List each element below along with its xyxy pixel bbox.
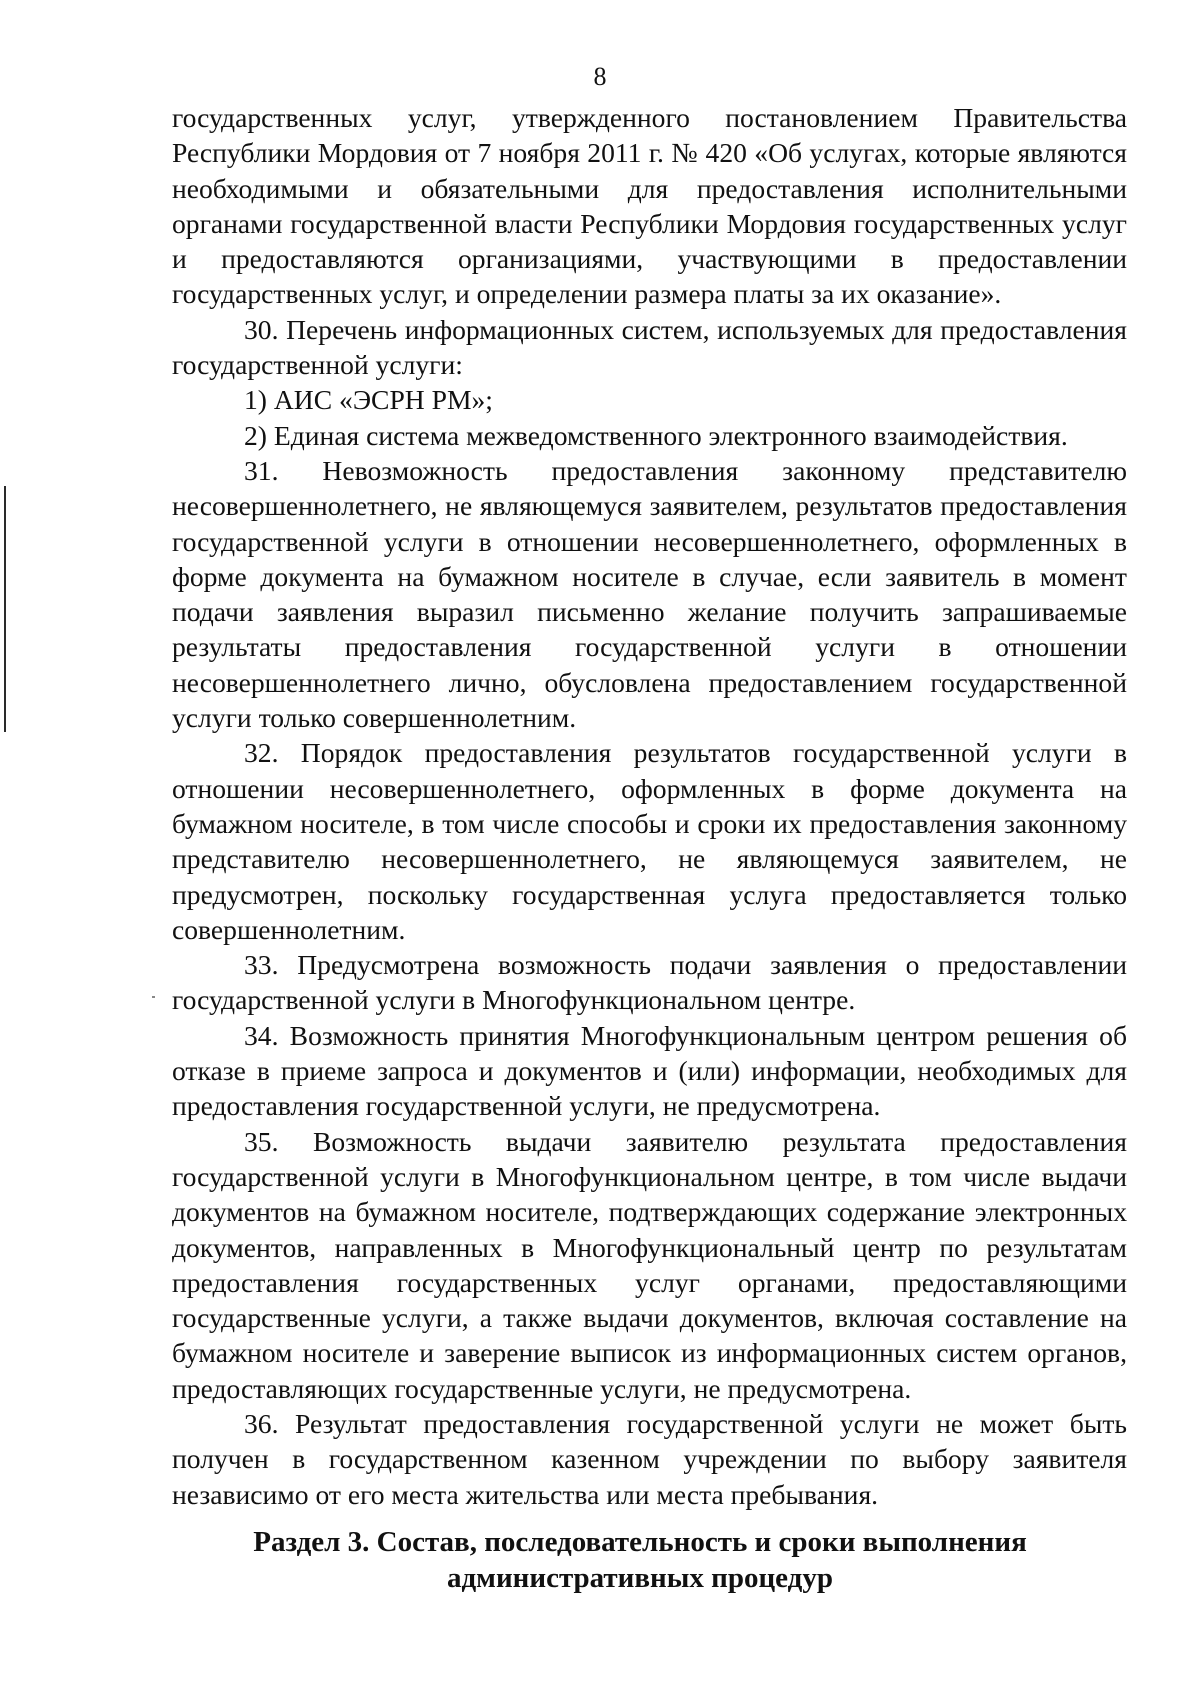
paragraph-31: 31. Невозможность предоставления законному представителю несовершеннолетнего, не являющемуся заявителем, результатов предоставления государственной услуги в отношении несовершеннолетнего, оформленных в форме документа на бумажном носителе в случае, если заявитель в момент подачи заявления выразил письменно желание получить запрашиваемые результаты предоставления государственной услуги в отношении несовершеннолетнего лично, обусловлена предоставлением государственной услуги только совершеннолетним. bbox=[172, 454, 1127, 734]
list-item-1: 1) АИС «ЭСРН РМ»; bbox=[244, 384, 493, 416]
paragraph-36: 36. Результат предоставления государственной услуги не может быть получен в государственном казенном учреждении по выбору заявителя независимо от его места жительства или места пребывания. bbox=[172, 1407, 1127, 1510]
page-number: 8 bbox=[593, 62, 607, 91]
list-item-2: 2) Единая система межведомственного электронного взаимодействия. bbox=[244, 419, 1068, 451]
section-heading bbox=[150, 1524, 1130, 1596]
paragraph-30: 30. Перечень информационных систем, используемых для предоставления государственной услуги: bbox=[172, 313, 1127, 381]
paragraph-35: 35. Возможность выдачи заявителю результата предоставления государственной услуги в Многофункциональном центре, в том числе выдачи документов на бумажном носителе, подтверждающих содержание электронных документов, направленных в Многофункциональный центр по результатам предоставления государственных услуг органами, предоставляющими государственные услуги, а также выдачи документов, включая составление на бумажном носителе и заверение выписок из информационных систем органов, предоставляющих государственные услуги, не предусмотрена. bbox=[172, 1125, 1127, 1404]
section-heading-line-2: административных процедур bbox=[447, 1562, 833, 1594]
scan-speck bbox=[152, 996, 155, 998]
body-text bbox=[172, 100, 1127, 1512]
section-heading-line-1: Раздел 3. Состав, последовательность и сроки выполнения bbox=[253, 1526, 1027, 1558]
scan-margin-line bbox=[4, 486, 6, 732]
paragraph-32: 32. Порядок предоставления результатов государственной услуги в отношении несовершеннолетнего, оформленных в форме документа на бумажном носителе, в том числе способы и сроки их предоставления законному представителю несовершеннолетнего, не являющемуся заявителем, не предусмотрен, поскольку государственная услуга предоставляется только совершеннолетним. bbox=[172, 737, 1127, 945]
paragraph-33: 33. Предусмотрена возможность подачи заявления о предоставлении государственной услуги в Многофункциональном центре. bbox=[172, 949, 1127, 1016]
paragraph-continuation: государственных услуг, утвержденного постановлением Правительства Республики Мордовия от 7 ноября 2011 г. № 420 «Об услугах, которые являются необходимыми и обязательными для предоставления исполнительными органами государственной власти Республики Мордовия государственных услуг и предоставляются организациями, участвующими в предоставлении государственных услуг, и определении размера платы за их оказание». bbox=[172, 102, 1127, 310]
paragraph-34: 34. Возможность принятия Многофункциональным центром решения об отказе в приеме запроса и документов и (или) информации, необходимых для предоставления государственной услуги, не предусмотрена. bbox=[172, 1019, 1127, 1122]
